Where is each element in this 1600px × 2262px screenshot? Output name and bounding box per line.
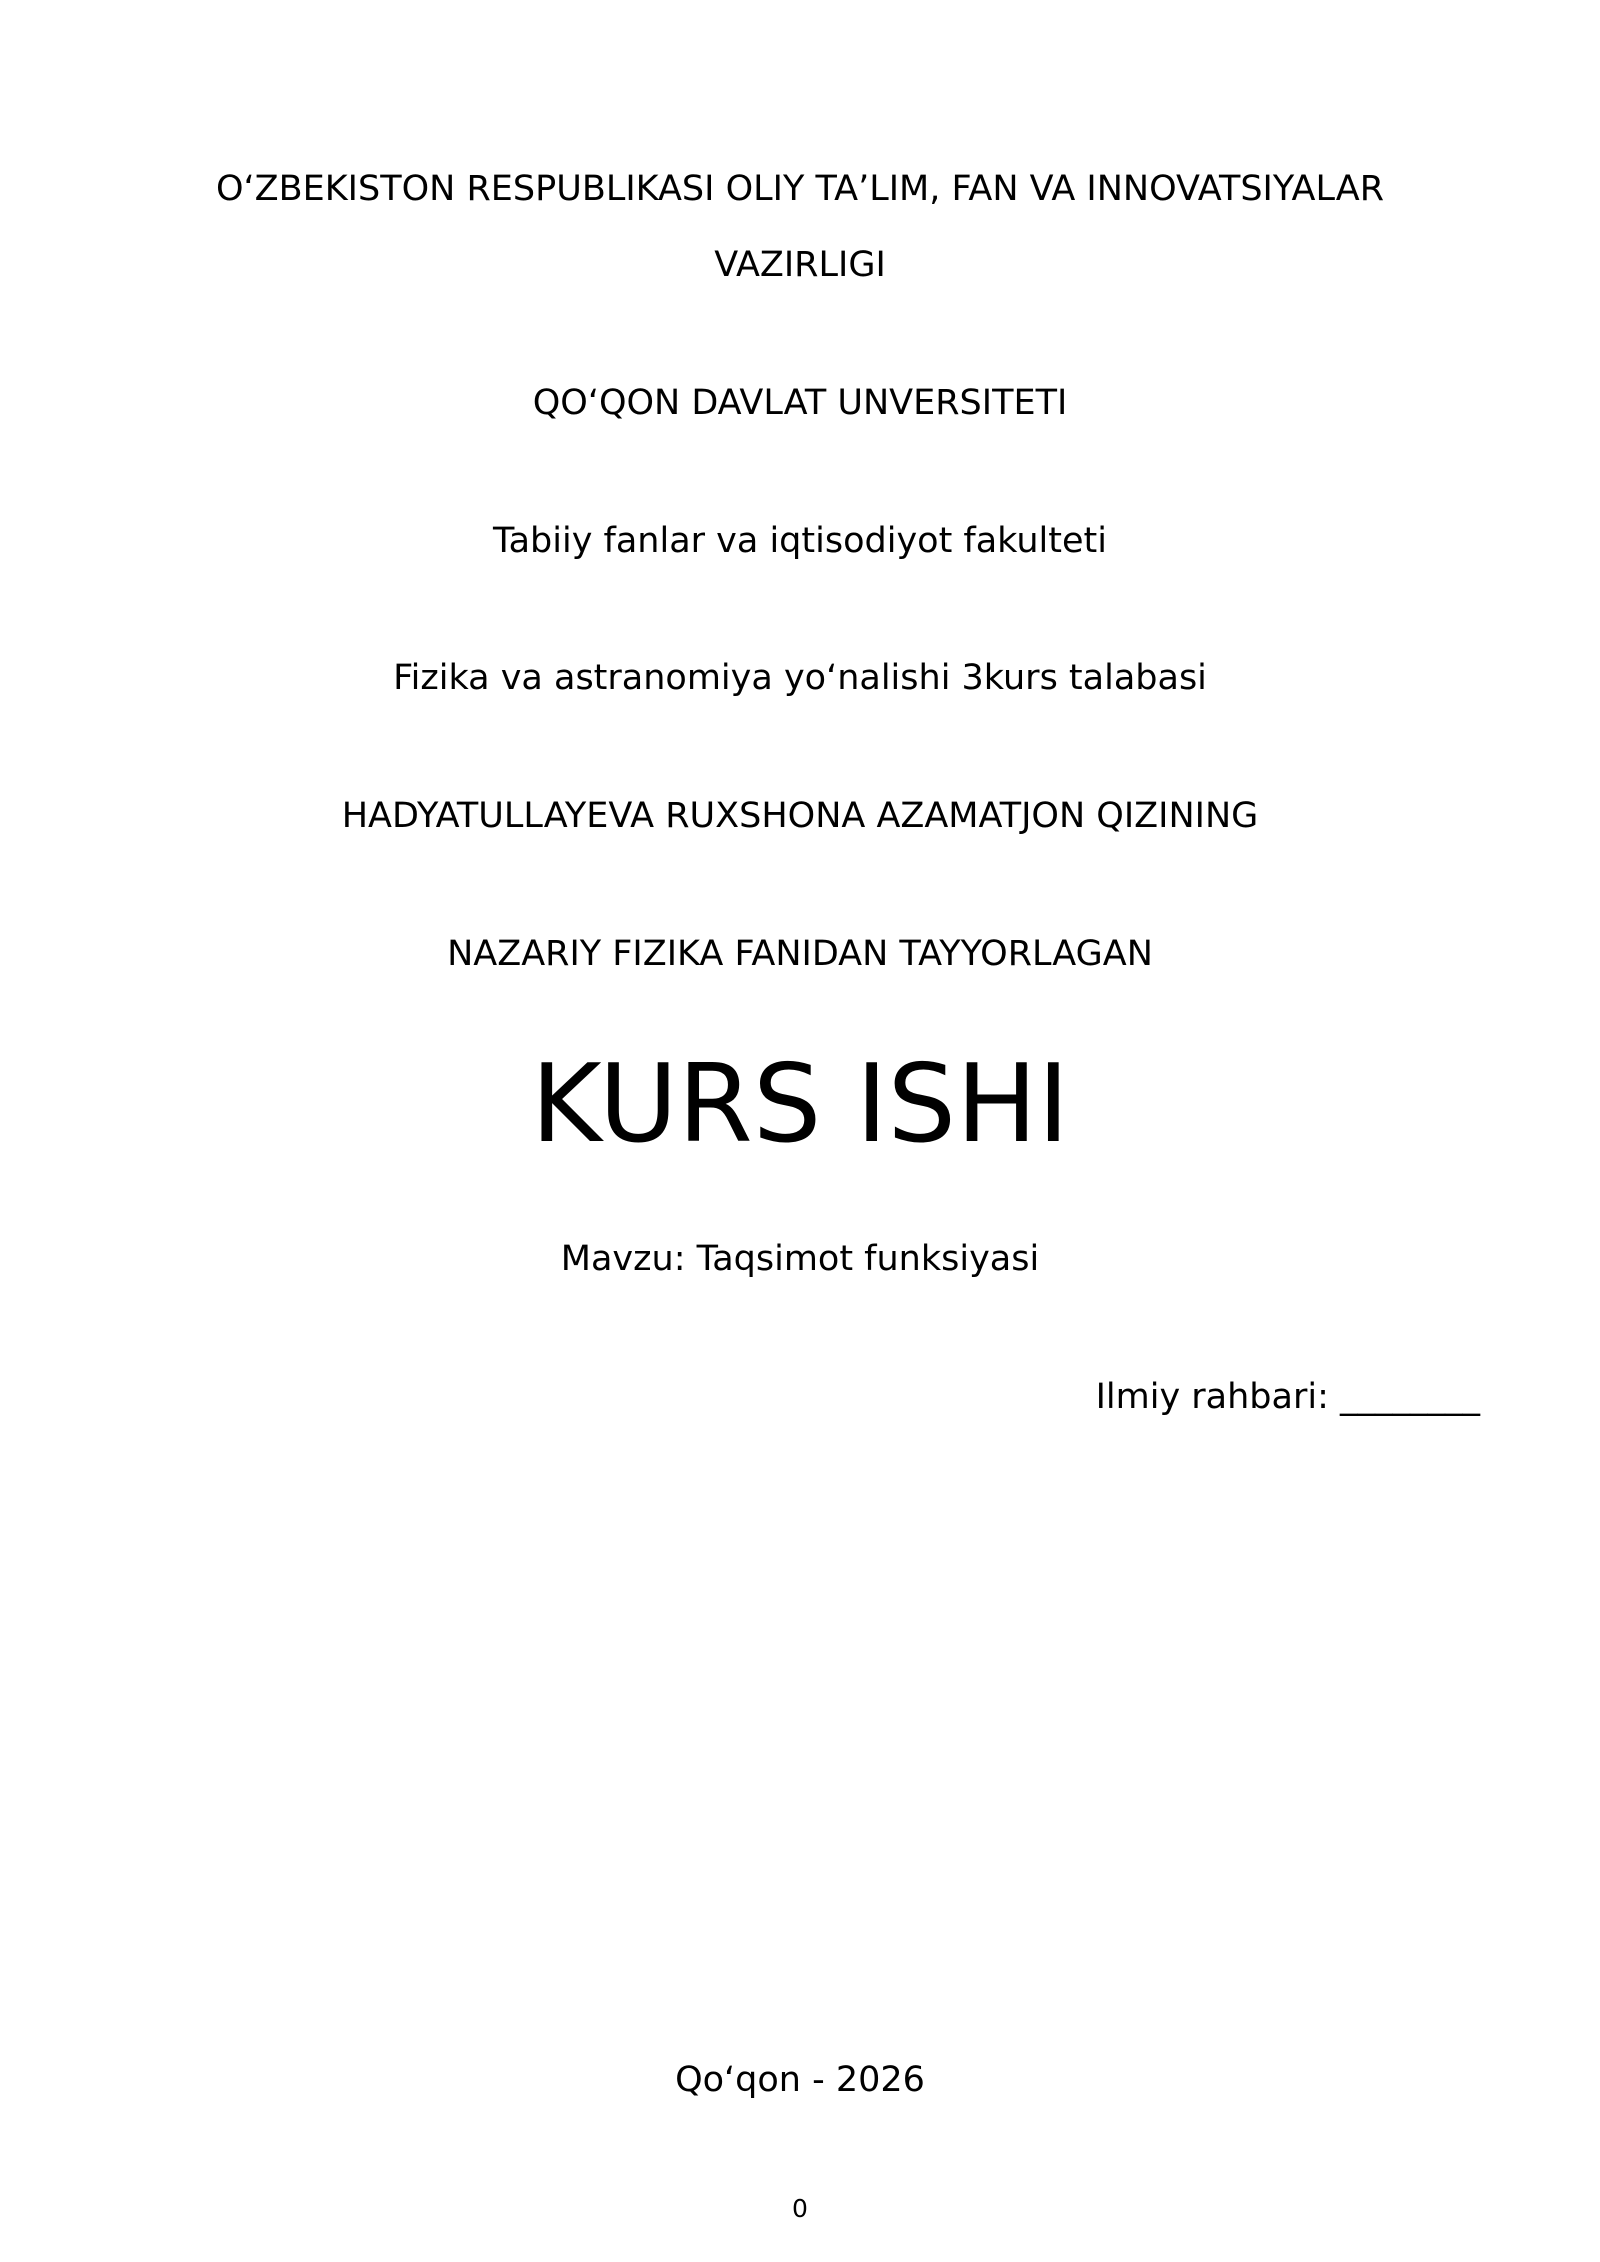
subject-line: NAZARIY FIZIKA FANIDAN TAYYORLAGAN: [447, 934, 1153, 974]
student-name: HADYATULLAYEVA RUXSHONA AZAMATJON QIZINING: [341, 796, 1259, 836]
page-number: 0: [792, 2194, 808, 2223]
document-title: KURS ISHI: [530, 1042, 1070, 1167]
city-year: Qo‘qon - 2026: [675, 2060, 925, 2100]
faculty-name: Tabiiy fanlar va iqtisodiyot fakulteti: [493, 521, 1107, 561]
university-name: QO‘QON DAVLAT UNVERSITETI: [532, 383, 1068, 423]
ministry-name-line-2: VAZIRLIGI: [714, 245, 886, 285]
ministry-name-line-1: O‘ZBEKISTON RESPUBLIKASI OLIY TA’LIM, FAN VA INNOVATSIYALAR: [215, 169, 1385, 209]
topic-line: Mavzu: Taqsimot funksiyasi: [560, 1239, 1040, 1279]
study-direction: Fizika va astranomiya yo‘nalishi 3kurs talabasi: [393, 658, 1207, 698]
supervisor-line: Ilmiy rahbari: ________: [1095, 1377, 1480, 1417]
